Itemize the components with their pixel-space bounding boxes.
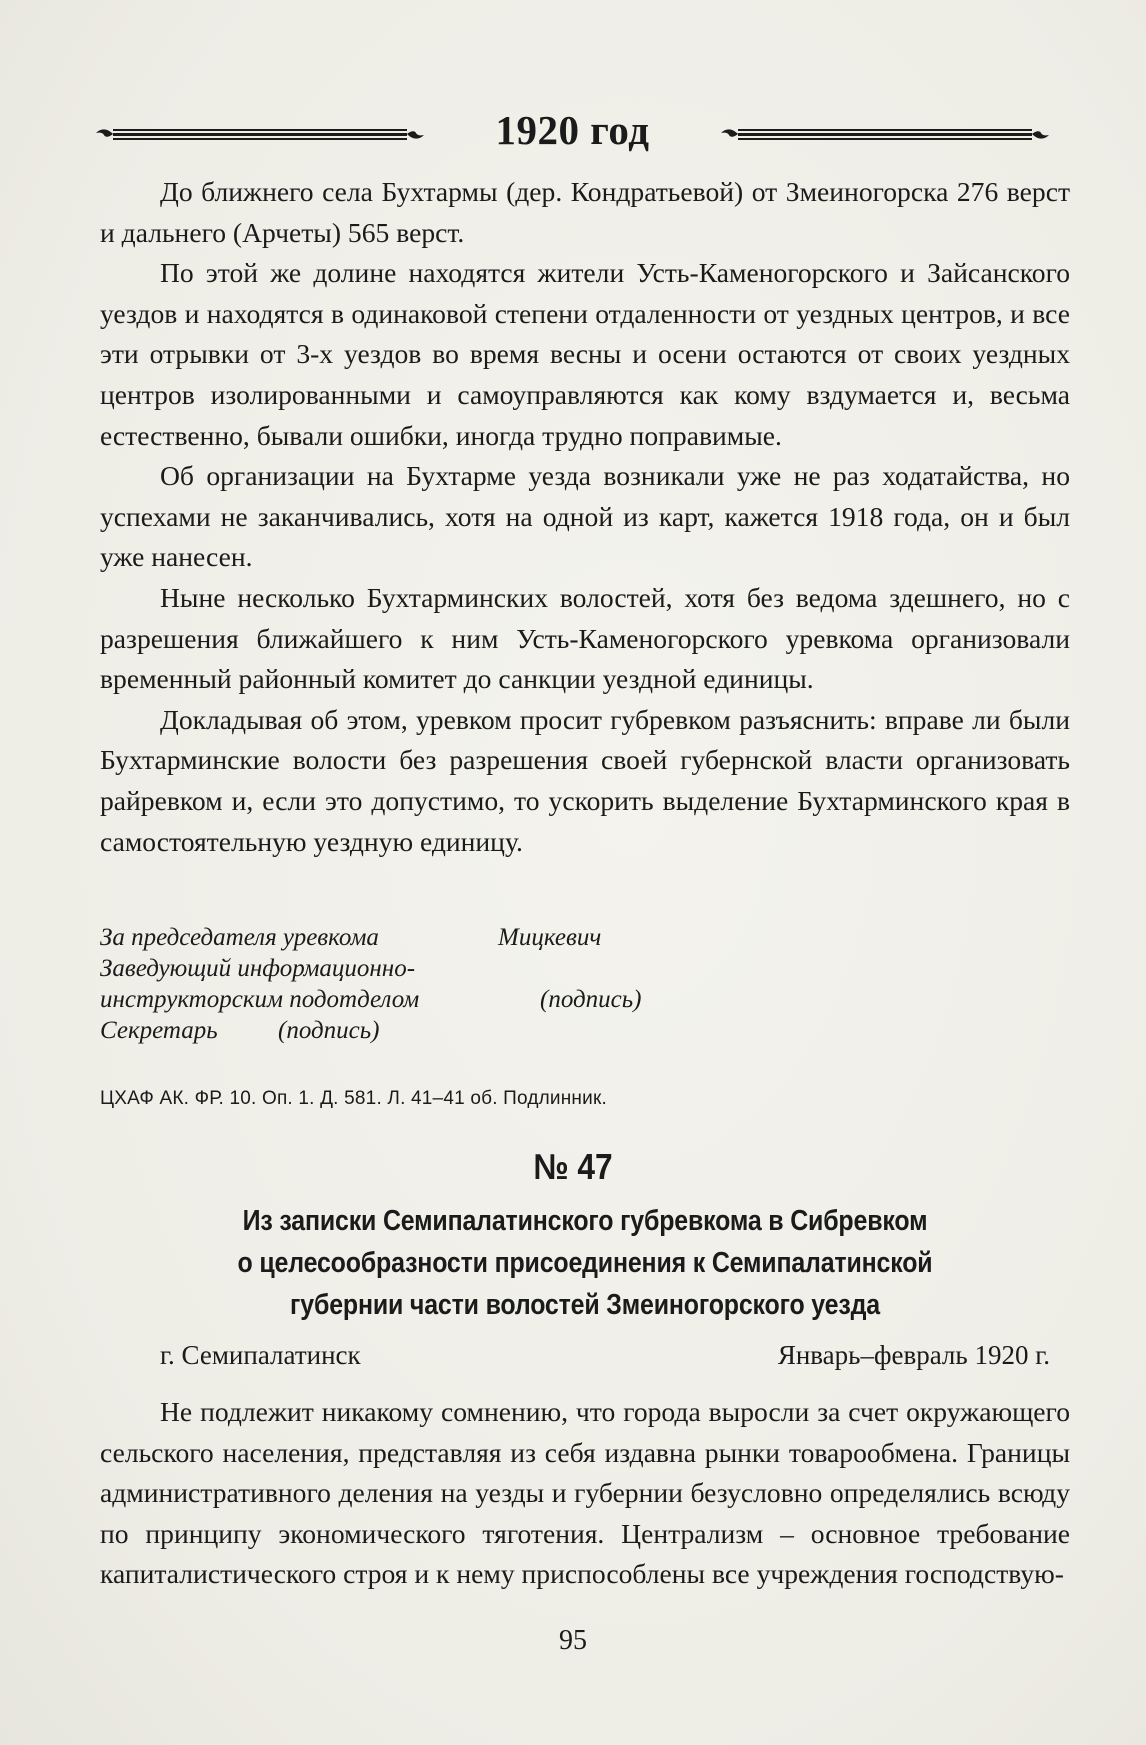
paragraph: Докладывая об этом, уревком просит губревком разъяснить: вправе ли были Бухтарминские волости без разрешения своей губернской власти организовать райревком и, если это допустимо, то ускорить выделение Бухтарминского края в самостоятельную уездную единицу. xyxy=(100,703,1070,857)
signatory-name: Мицкевич xyxy=(498,924,602,951)
paragraph: До ближнего села Бухтармы (дер. Кондратьевой) от Змеиногорска 276 верст и дальнего (Арчеты) 565 верст. xyxy=(100,176,1070,248)
signatory-role: инструкторским подотделом xyxy=(100,986,420,1013)
rule-ornament-icon xyxy=(720,127,738,141)
signature-mark: (подпись) xyxy=(278,1017,380,1044)
signatory-role: За председателя уревкома xyxy=(100,924,379,951)
document-number: № 47 xyxy=(533,1146,613,1187)
body-text-bottom xyxy=(100,1392,1070,1595)
document-title-line: о целесообразности присоединения к Семипалатинской xyxy=(237,1247,933,1279)
document-title-line: губернии части волостей Змеиногорского уезда xyxy=(290,1289,880,1321)
document-place: г. Семипалатинск xyxy=(160,1340,361,1370)
signature-row xyxy=(100,984,700,1015)
paragraph: Об организации на Бухтарме уезда возникали уже не раз ходатайства, но успехами не заканчивались, хотя на одной из карт, кажется 1918 года, он и был уже нанесен. xyxy=(100,460,1070,573)
signature-row xyxy=(100,953,700,984)
page-title: 1920 год xyxy=(495,107,650,153)
right-ornamental-rule xyxy=(720,127,1050,141)
signature-row xyxy=(100,922,700,953)
running-head xyxy=(95,102,1050,162)
page-number: 95 xyxy=(559,1625,587,1656)
signatory-role: Заведующий информационно- xyxy=(100,955,416,982)
signature-mark: (подпись) xyxy=(540,986,642,1013)
signature-block xyxy=(100,922,700,1046)
document-title xyxy=(177,1200,994,1326)
paragraph: Ныне несколько Бухтарминских волостей, хотя без ведома здешнего, но с разрешения ближайшего к ним Усть-Каменогорского уревкома организовали временный районный комитет до санкции уездной единицы. xyxy=(100,581,1070,695)
signature-row xyxy=(100,1015,700,1046)
paragraph: По этой же долине находятся жители Усть-Каменогорского и Зайсанского уездов и находятся в одинаковой степени отдаленности от уездных центров, и все эти отрывки от 3-х уездов во время весны и осени остаются от своих уездных центров изолированными и самоуправляются как кому вздумается и, весьма естественно, бывали ошибки, иногда трудно поправимые. xyxy=(100,257,1070,451)
document-date: Январь–февраль 1920 г. xyxy=(777,1340,1050,1370)
body-text-top xyxy=(100,172,1070,862)
rule-ornament-icon xyxy=(1032,127,1050,141)
document-title-line: Из записки Семипалатинского губревкома в Сибревком xyxy=(242,1205,928,1237)
paragraph: Не подлежит никакому сомнению, что города выросли за счет окружающего сельского населения, представляя из себя издавна рынки товарообмена. Границы административного деления на уезды и губернии безусловно определялись всюду по принципу экономического тяготения. Централизм – основное требование капиталистического строя и к нему приспособлены все учреждения господствую- xyxy=(100,1396,1070,1590)
place-date-line xyxy=(160,1340,1050,1376)
archive-source-reference: ЦХАФ АК. ФР. 10. Оп. 1. Д. 581. Л. 41–41 об. Подлинник. xyxy=(100,1088,607,1109)
signatory-role: Секретарь xyxy=(100,1017,218,1044)
